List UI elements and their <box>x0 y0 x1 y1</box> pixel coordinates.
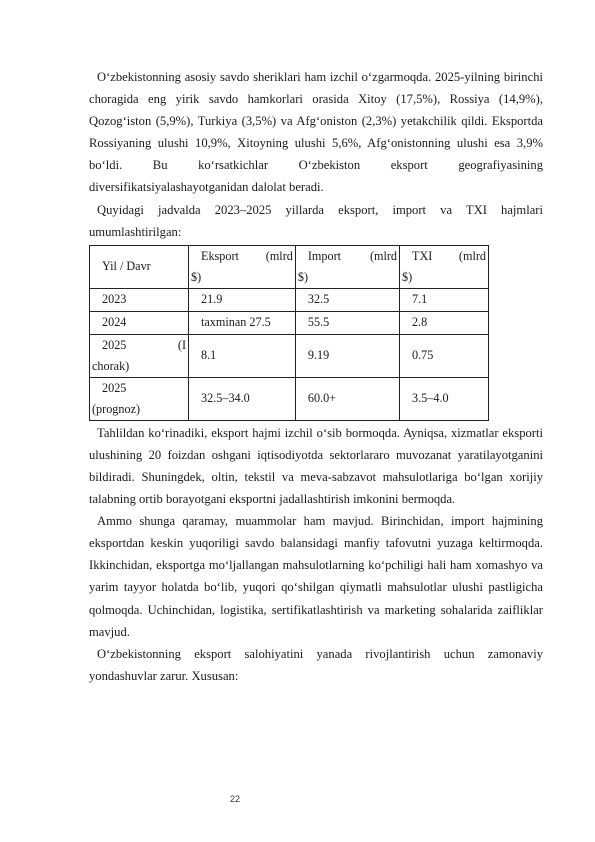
header-export: Eksport (mlrd $) <box>189 245 296 288</box>
paragraph-analysis: Tahlildan ko‘rinadiki, eksport hajmi izchil o‘sib bormoqda. Ayniqsa, xizmatlar eksporti ulushining 20 foizdan oshgani iqtisodiyotda sektorlararo muvozanat yaratilayotganini bildiradi. Shuningdek, oltin, tekstil va meva-sabzavot mahsulotlariga bo‘lgan xorijiy talabning ortib borayotgani eksportni jadallashtirish imkonini bermoqda. <box>89 425 543 507</box>
table-header-row <box>90 245 489 288</box>
page-number: 22 <box>230 794 241 804</box>
cell-period: 2023 <box>90 288 189 311</box>
table-row <box>90 311 489 334</box>
paragraph-approaches: O‘zbekistonning eksport salohiyatini yanada rivojlantirish uchun zamonaviy yondashuvlar zarur. Xususan: <box>89 646 543 683</box>
cell-export: 8.1 <box>189 334 296 377</box>
table-row <box>90 334 489 377</box>
cell-period: 2025 (prognoz) <box>90 377 189 420</box>
trade-table <box>89 245 489 421</box>
cell-import: 32.5 <box>295 288 399 311</box>
paragraph-trade-partners: O‘zbekistonning asosiy savdo sheriklari ham izchil o‘zgarmoqda. 2025-yilning birinchi choragida eng yirik savdo hamkorlari orasida Xitoy (17,5%), Rossiya (14,9%), Qozog‘iston (5,9%), Turkiya (3,5%) va Afg‘oniston (2,3%) yetakchilik qildi. Eksportda Rossiyaning ulushi 10,9%, Xitoyning ulushi 5,6%, Afg‘onistonning ulushi esa 3,9% bo‘ldi. Bu ko‘rsatkichlar O‘zbekiston eksport geografiyasining diversifikatsiyalashayotganidan dalolat beradi. <box>89 70 543 195</box>
cell-fdi: 0.75 <box>400 334 489 377</box>
cell-period: 2024 <box>90 311 189 334</box>
paragraph-problems: Ammo shunga qaramay, muammolar ham mavjud. Birinchidan, import hajmining eksportdan keskin yuqoriligi savdo balansidagi manfiy tafovutni yuzaga keltirmoqda. Ikkinchidan, eksportga mo‘ljallangan mahsulotlarning ko‘pchiligi hali ham xomashyo va yarim tayyor holatda bo‘lib, yuqori qo‘shilgan qiymatli mahsulotlar ulushi pastligicha qolmoqda. Uchinchidan, logistika, sertifikatlashtirish va marketing sohalarida zaifliklar mavjud. <box>89 514 543 639</box>
cell-fdi: 3.5–4.0 <box>400 377 489 420</box>
cell-export: 21.9 <box>189 288 296 311</box>
cell-fdi: 7.1 <box>400 288 489 311</box>
cell-period: 2025 (I chorak) <box>90 334 189 377</box>
cell-import: 9.19 <box>295 334 399 377</box>
paragraph-table-intro: Quyidagi jadvalda 2023–2025 yillarda eksport, import va TXI hajmlari umumlashtirilgan: <box>89 202 543 239</box>
header-import: Import (mlrd $) <box>295 245 399 288</box>
cell-import: 60.0+ <box>295 377 399 420</box>
cell-export: 32.5–34.0 <box>189 377 296 420</box>
table-row <box>90 288 489 311</box>
document-page <box>89 66 543 687</box>
cell-fdi: 2.8 <box>400 311 489 334</box>
cell-import: 55.5 <box>295 311 399 334</box>
table-row <box>90 377 489 420</box>
header-fdi: TXI (mlrd $) <box>400 245 489 288</box>
header-period: Yil / Davr <box>90 245 189 288</box>
cell-export: taxminan 27.5 <box>189 311 296 334</box>
